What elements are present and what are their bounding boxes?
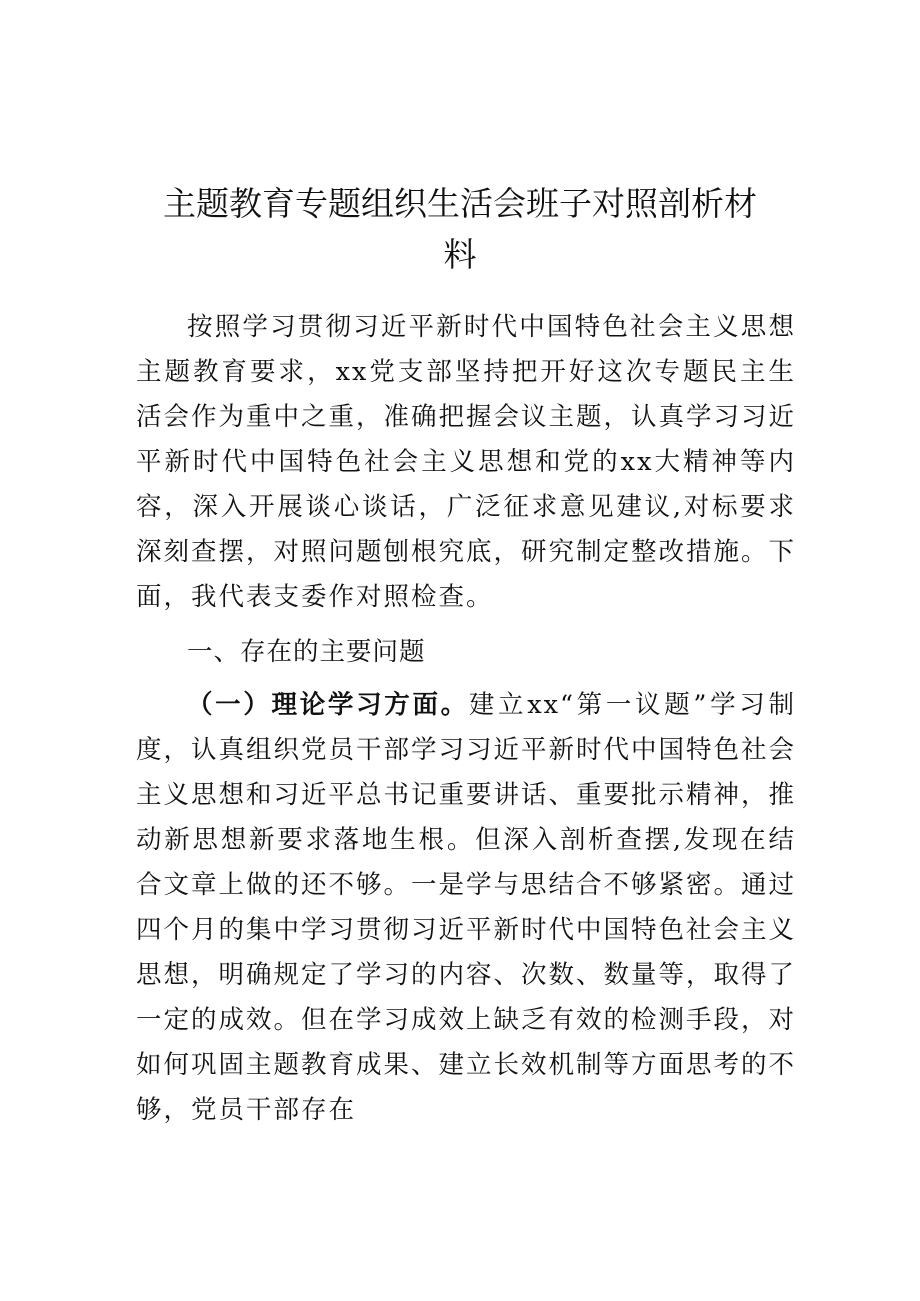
subsection-heading: （一）理论学习方面。 (187, 690, 469, 720)
document-title: 主题教育专题组织生活会班子对照剖析材料 (163, 184, 757, 274)
subsection-text: 建立xx“第一议题”学习制度，认真组织党员干部学习习近平新时代中国特色社会主义思想和习近平总书记重要讲话、重要批示精神，推动新思想新要求落地生根。但深入剖析查摆,发现在结合文章上做的还不够。一是学与思结合不够紧密。通过四个月的集中学习贯彻习近平新时代中国特色社会主义思想，明确规定了学习的内容、次数、数量等，取得了一定的成效。但在学习成效上缺乏有效的检测手段，对如何巩固主题教育成果、建立长效机制等方面思考的不够，党员干部存在 (136, 690, 797, 1125)
intro-paragraph: 按照学习贯彻习近平新时代中国特色社会主义思想主题教育要求，xx党支部坚持把开好这次专题民主生活会作为重中之重，准确把握会议主题，认真学习习近平新时代中国特色社会主义思想和党的xx大精神等内容，深入开展谈心谈话，广泛征求意见建议,对标要求深刻查摆，对照问题刨根究底，研究制定整改措施。下面，我代表支委作对照检查。 (136, 312, 797, 612)
theory-study-paragraph (136, 683, 796, 1133)
document-body (136, 305, 796, 1133)
section-heading: 一、存在的主要问题 (187, 637, 426, 667)
